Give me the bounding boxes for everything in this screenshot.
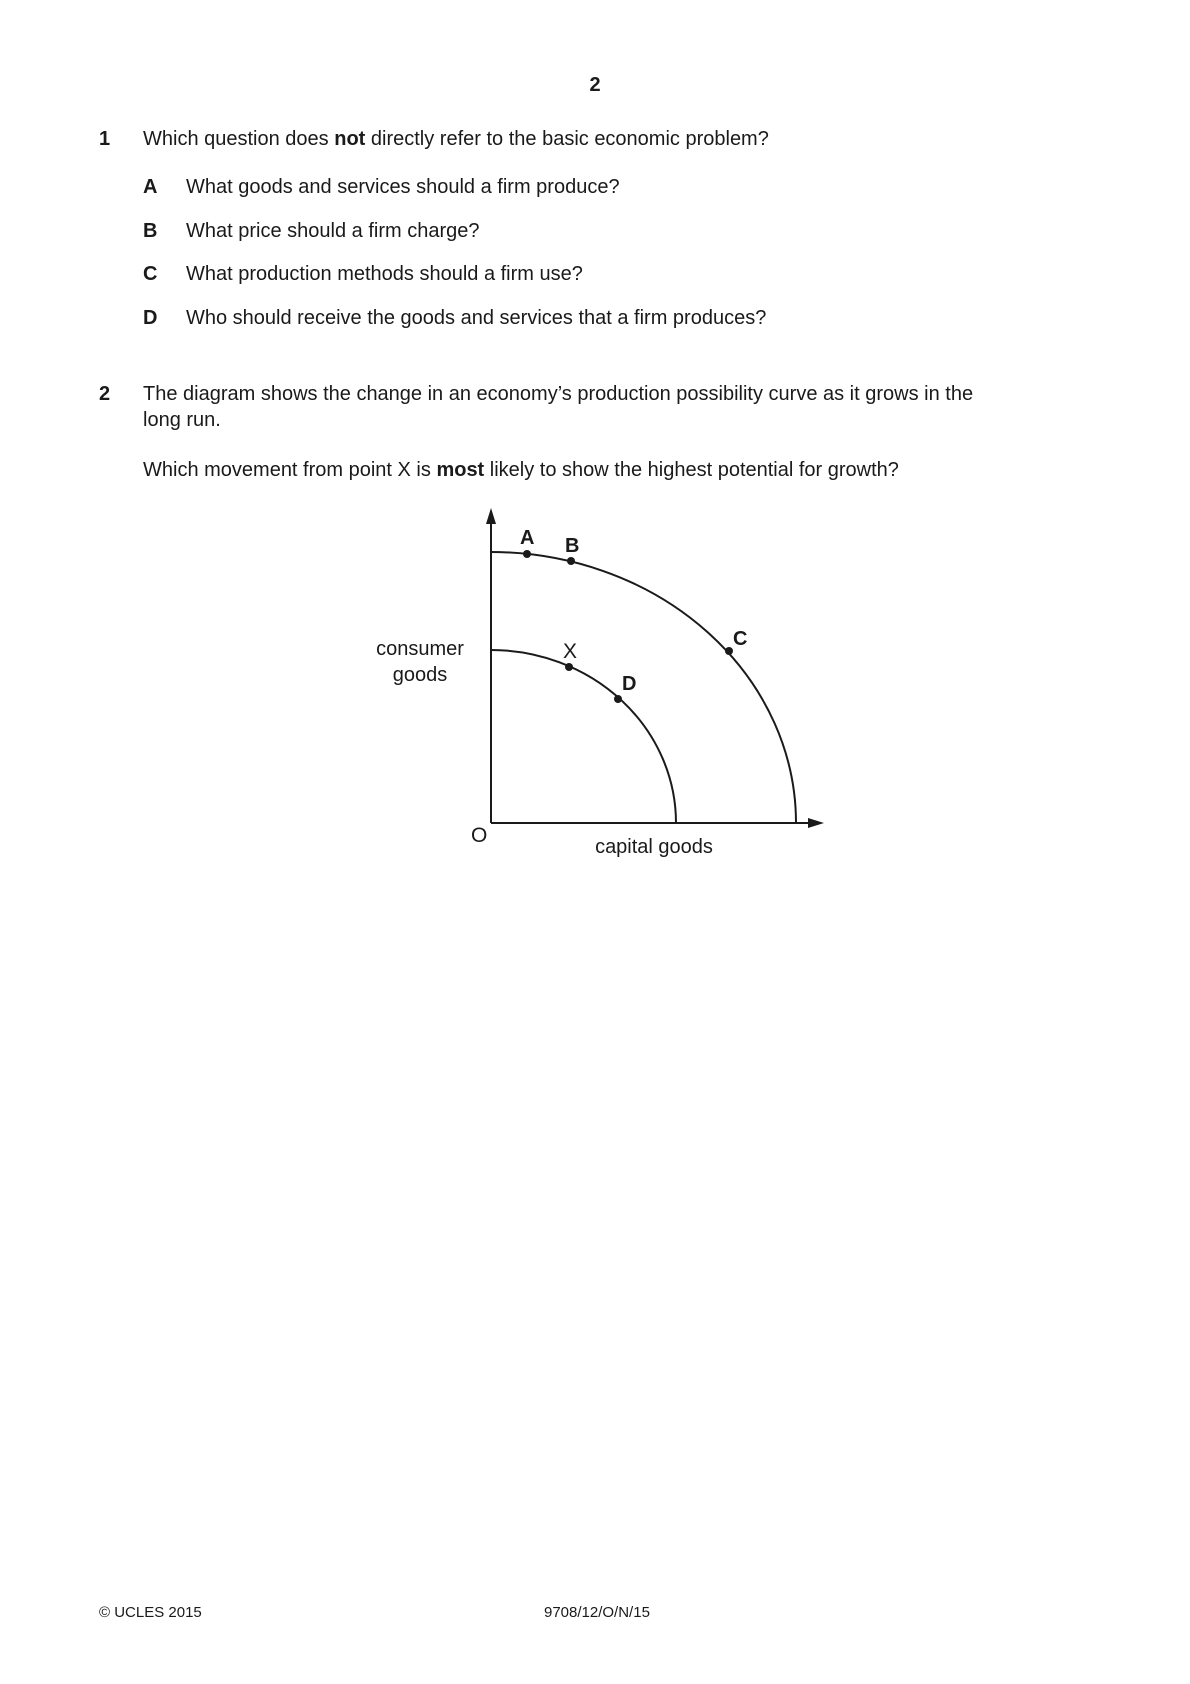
inner-ppc-curve	[491, 650, 676, 823]
question-2-number: 2	[99, 383, 111, 405]
question-1-number: 1	[99, 128, 111, 150]
question-2-prompt-pre: Which movement from point X is	[143, 459, 437, 481]
question-1-option-d-letter: D	[143, 307, 158, 329]
point-x-marker	[565, 663, 573, 671]
question-2-stem-line-1: The diagram shows the change in an economy’s production possibility curve as it grows in the	[143, 383, 974, 405]
y-axis-label-line-2: goods	[392, 664, 448, 686]
question-1-option-c-letter: C	[143, 263, 158, 285]
x-axis-arrowhead	[808, 818, 824, 828]
page-number: 2	[589, 74, 601, 96]
question-2-prompt-bold: most	[436, 459, 485, 481]
origin-label: O	[471, 824, 488, 847]
footer-copyright: © UCLES 2015	[99, 1604, 202, 1621]
question-1-option-a-letter: A	[143, 176, 158, 198]
point-b-marker	[567, 557, 575, 565]
point-c-marker	[725, 647, 733, 655]
footer-paper-code: 9708/12/O/N/15	[544, 1604, 650, 1621]
outer-ppc-curve	[491, 552, 796, 823]
question-1-option-d-text: Who should receive the goods and services that a firm produces?	[186, 307, 767, 329]
point-a-label: A	[520, 527, 535, 549]
question-1-stem-post: directly refer to the basic economic problem?	[365, 128, 769, 150]
question-1-stem-bold: not	[334, 128, 366, 150]
point-a-marker	[523, 550, 531, 558]
question-1-option-c-text: What production methods should a firm use?	[186, 263, 583, 285]
point-d-marker	[614, 695, 622, 703]
question-2-stem-line-2: long run.	[143, 409, 221, 431]
x-axis-label: capital goods	[595, 836, 713, 858]
point-d-label: D	[622, 673, 637, 695]
question-2-prompt-post: likely to show the highest potential for growth?	[484, 459, 899, 481]
question-1-option-b-text: What price should a firm charge?	[186, 220, 480, 242]
y-axis-arrowhead	[486, 508, 496, 524]
question-1-stem-pre: Which question does	[143, 128, 335, 150]
point-b-label: B	[565, 535, 580, 557]
point-c-label: C	[733, 628, 748, 650]
y-axis-label-line-1: consumer	[376, 638, 464, 660]
question-1-option-a-text: What goods and services should a firm produce?	[186, 176, 620, 198]
point-x-label: X	[563, 640, 578, 663]
question-1-option-b-letter: B	[143, 220, 158, 242]
